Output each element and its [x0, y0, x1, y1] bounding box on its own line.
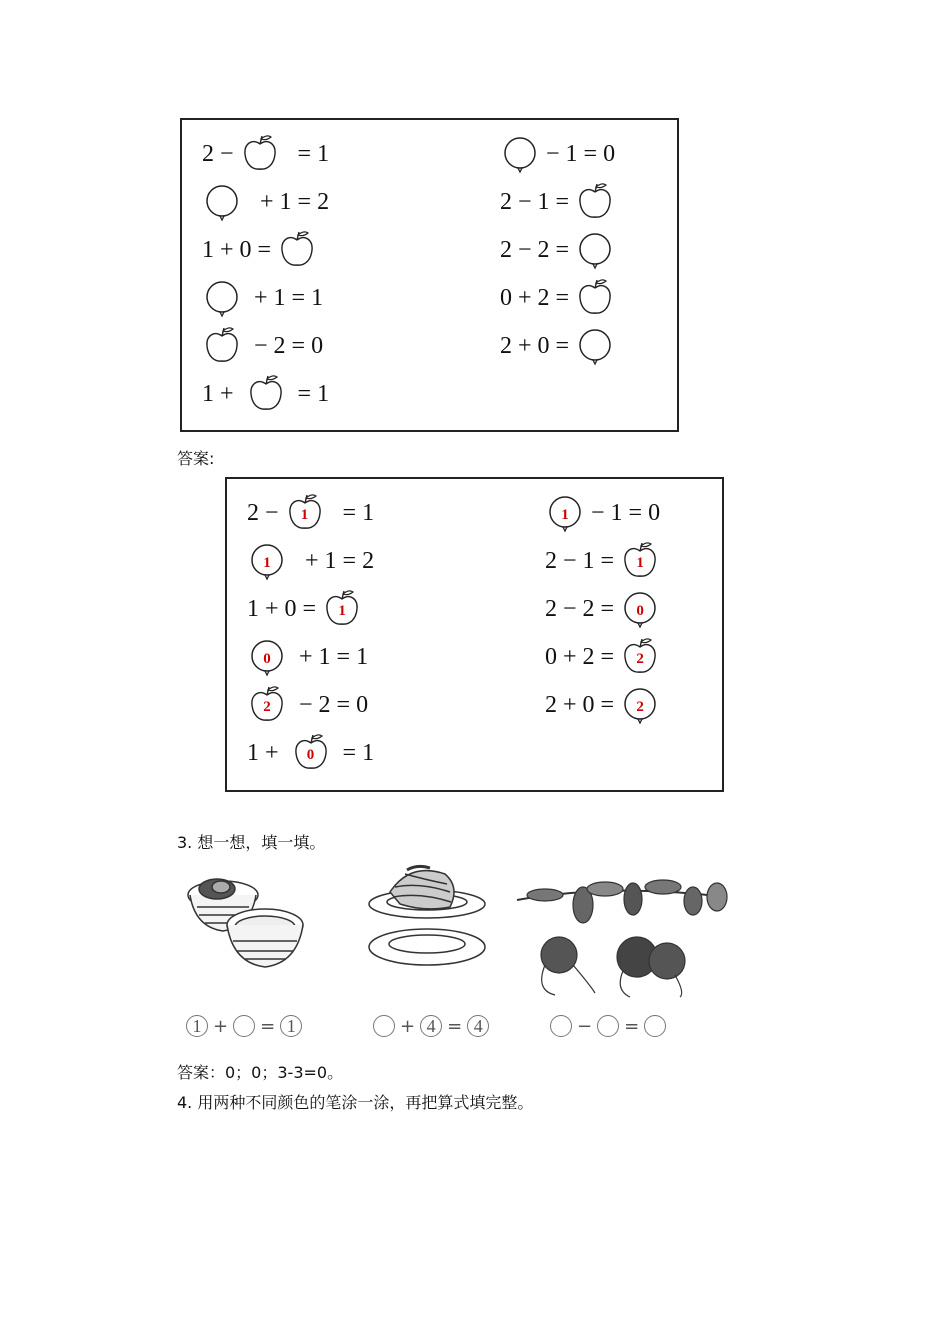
equation-row [247, 683, 368, 727]
eq3-c[interactable] [644, 1015, 666, 1037]
equation-row [247, 635, 368, 679]
equation-text: = 1 [324, 499, 375, 526]
equation-text: − 2 = 0 [287, 691, 369, 718]
equation-text: 1 + 0 = [202, 236, 278, 263]
equation-text: 2 − 2 = [500, 236, 576, 263]
eq2-b[interactable]: 4 [420, 1015, 442, 1037]
plate-with-slices [369, 866, 485, 918]
equation-text: 2 − 1 = [500, 188, 576, 215]
equation-row [247, 731, 374, 775]
apple-icon[interactable] [575, 278, 615, 318]
apple-icon[interactable] [620, 541, 660, 581]
apple-icon[interactable] [240, 134, 280, 174]
equation-text: − 1 = 0 [540, 140, 616, 167]
eq2-eq: = [447, 1015, 463, 1037]
branch-leaves [517, 880, 727, 923]
answer-number: 1 [561, 506, 569, 523]
apple-icon[interactable] [322, 589, 362, 629]
answer-number: 0 [306, 746, 315, 763]
apple-icon[interactable] [285, 493, 325, 533]
answer-number: 1 [263, 554, 271, 571]
equation-text: + 1 = 2 [242, 188, 330, 215]
answer-number: 2 [636, 650, 644, 667]
eq1-a[interactable]: 1 [186, 1015, 208, 1037]
equation-row [202, 228, 317, 272]
equation-row [500, 228, 615, 272]
circle-blank-icon[interactable] [575, 230, 615, 270]
apple-icon[interactable] [291, 733, 331, 773]
eq2-op: + [400, 1015, 416, 1037]
eq2-a[interactable] [373, 1015, 395, 1037]
equation-row [545, 539, 660, 583]
apple-icon[interactable] [246, 374, 286, 414]
equation-text: + 1 = 2 [287, 547, 375, 574]
section3-answer: 答案：0；0；3-3=0。 [177, 1063, 344, 1082]
equation-text: = 1 [330, 739, 375, 766]
answer-number: 0 [636, 602, 644, 619]
equation-text: + 1 = 1 [287, 643, 369, 670]
equation-text: 1 + [247, 739, 291, 766]
answer-label: 答案: [177, 449, 215, 468]
puzzle-box-blank [180, 118, 679, 432]
baskets-illustration [185, 865, 310, 975]
circle-blank-icon[interactable] [500, 134, 540, 174]
circle-blank-icon[interactable] [575, 326, 615, 366]
equation-row [247, 587, 362, 631]
equation-2 [373, 1015, 489, 1037]
answer-number: 1 [300, 506, 309, 523]
eq1-op: + [213, 1015, 229, 1037]
equation-row [202, 132, 329, 176]
equation-row [545, 587, 660, 631]
equation-text: 2 − 2 = [545, 595, 621, 622]
equation-row [500, 324, 615, 368]
equation-text: 2 − [202, 140, 240, 167]
equation-text: 2 + 0 = [545, 691, 621, 718]
equation-row [500, 276, 615, 320]
apple-icon[interactable] [575, 182, 615, 222]
answer-number: 1 [338, 602, 346, 619]
eq1-eq: = [260, 1015, 276, 1037]
eq3-eq: = [624, 1015, 640, 1037]
equation-3 [550, 1015, 666, 1037]
equation-row [202, 372, 329, 416]
equation-row [545, 635, 660, 679]
basket-empty [227, 909, 303, 967]
circle-blank-icon[interactable] [202, 278, 242, 318]
answer-number: 0 [263, 650, 271, 667]
equation-text: 0 + 2 = [500, 284, 576, 311]
equation-text: = 1 [279, 140, 330, 167]
equation-row [202, 324, 323, 368]
equation-text: − 1 = 0 [585, 499, 661, 526]
circle-blank-icon[interactable] [620, 685, 660, 725]
equation-row [545, 491, 660, 535]
equation-row [247, 491, 374, 535]
equation-text: + 1 = 1 [242, 284, 324, 311]
section4-title: 4. 用两种不同颜色的笔涂一涂，再把算式填完整。 [177, 1093, 534, 1112]
eq2-c[interactable]: 4 [467, 1015, 489, 1037]
equation-row [500, 132, 615, 176]
apple-icon[interactable] [277, 230, 317, 270]
hand-apples [541, 937, 685, 997]
apple-icon[interactable] [247, 685, 287, 725]
section3-title: 3. 想一想，填一填。 [177, 833, 326, 852]
eq1-b[interactable] [233, 1015, 255, 1037]
equation-row [202, 180, 329, 224]
empty-plate [369, 929, 485, 965]
equation-row [545, 683, 660, 727]
equation-row [202, 276, 323, 320]
apple-icon[interactable] [202, 326, 242, 366]
circle-blank-icon[interactable] [247, 637, 287, 677]
eq1-c[interactable]: 1 [280, 1015, 302, 1037]
equation-text: 2 − 1 = [545, 547, 621, 574]
circle-blank-icon[interactable] [620, 589, 660, 629]
answer-number: 2 [636, 698, 644, 715]
eq3-a[interactable] [550, 1015, 572, 1037]
circle-blank-icon[interactable] [247, 541, 287, 581]
puzzle-box-answers [225, 477, 724, 792]
equation-row [500, 180, 615, 224]
equation-row [247, 539, 374, 583]
apples-illustration [515, 875, 730, 1000]
equation-text: 2 − [247, 499, 285, 526]
equation-1 [186, 1015, 302, 1037]
equation-text: 2 + 0 = [500, 332, 576, 359]
circle-blank-icon[interactable] [202, 182, 242, 222]
eq3-op: − [577, 1015, 593, 1037]
answer-number: 1 [636, 554, 644, 571]
equation-text: 1 + [202, 380, 246, 407]
answer-number: 2 [263, 698, 271, 715]
eq3-b[interactable] [597, 1015, 619, 1037]
equation-text: 0 + 2 = [545, 643, 621, 670]
plates-illustration [365, 862, 490, 977]
circle-blank-icon[interactable] [545, 493, 585, 533]
equation-text: 1 + 0 = [247, 595, 323, 622]
apple-icon[interactable] [620, 637, 660, 677]
equation-text: = 1 [285, 380, 330, 407]
equation-text: − 2 = 0 [242, 332, 324, 359]
